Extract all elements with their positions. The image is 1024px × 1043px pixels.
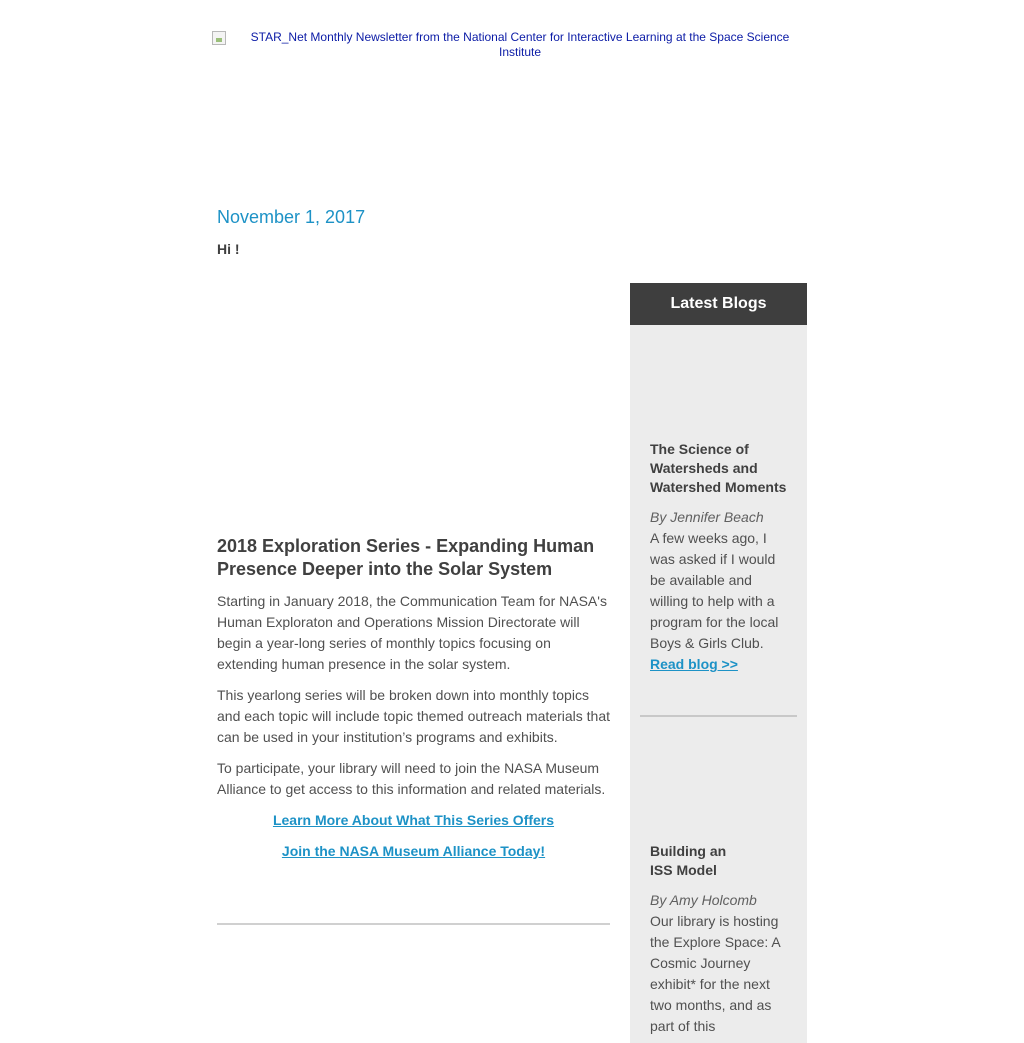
read-blog-link[interactable]: Read blog >> bbox=[650, 656, 738, 672]
blog-excerpt: Our library is hosting the Explore Space: A Cosmic Journey exhibit* for the next two months, and as part of this bbox=[650, 913, 780, 1034]
latest-blogs-sidebar bbox=[630, 283, 807, 1043]
article-paragraph: Starting in January 2018, the Communication Team for NASA's Human Exploraton and Operations Mission Directorate will begin a year-long series of monthly topics focusing on extending human presence in the solar system. bbox=[217, 593, 607, 672]
blog-excerpt: A few weeks ago, I was asked if I would be available and willing to help with a program for the local Boys & Girls Club. bbox=[650, 530, 779, 651]
join-museum-alliance-link[interactable]: Join the NASA Museum Alliance Today! bbox=[281, 843, 546, 859]
blog-entry bbox=[650, 440, 790, 675]
newsletter-header-image[interactable] bbox=[212, 30, 812, 70]
blog-entry bbox=[650, 842, 790, 1037]
blog-author: By Amy Holcomb bbox=[650, 892, 757, 908]
header-image-alt-text[interactable]: STAR_Net Monthly Newsletter from the National Center for Interactive Learning at the Space Science Institute bbox=[250, 30, 790, 59]
blog-title: The Science of Watersheds and Watershed Moments bbox=[650, 441, 787, 495]
greeting: Hi ! bbox=[217, 241, 240, 257]
blog-title: Building an ISS Model bbox=[650, 843, 727, 878]
article-paragraph: To participate, your library will need to join the NASA Museum Alliance to get access to this information and related materials. bbox=[217, 760, 606, 797]
sidebar-divider bbox=[640, 715, 797, 717]
article-title: 2018 Exploration Series - Expanding Human Presence Deeper into the Solar System bbox=[217, 536, 595, 579]
sidebar-heading: Latest Blogs bbox=[630, 283, 807, 325]
learn-more-link[interactable]: Learn More About What This Series Offers bbox=[272, 812, 555, 828]
main-article bbox=[217, 535, 610, 872]
blog-author: By Jennifer Beach bbox=[650, 509, 764, 525]
newsletter-date: November 1, 2017 bbox=[217, 207, 366, 227]
section-divider bbox=[217, 923, 610, 925]
broken-image-icon bbox=[212, 31, 226, 45]
article-paragraph: This yearlong series will be broken down into monthly topics and each topic will include topic themed outreach materials that can be used in your institution’s programs and exhibits. bbox=[217, 687, 610, 745]
